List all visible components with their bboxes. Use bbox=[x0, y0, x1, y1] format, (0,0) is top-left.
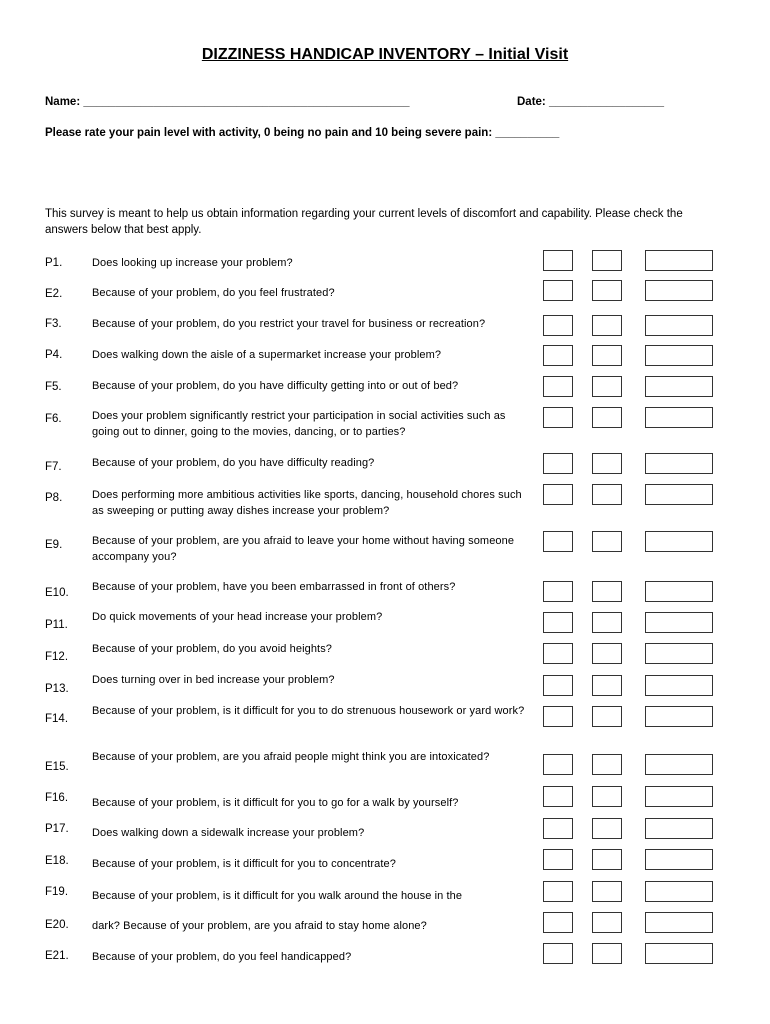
question-code: E18. bbox=[45, 855, 69, 867]
answer-box-1[interactable] bbox=[543, 943, 573, 964]
answer-box-3[interactable] bbox=[645, 675, 713, 696]
answer-box-2[interactable] bbox=[592, 345, 622, 366]
answer-box-2[interactable] bbox=[592, 581, 622, 602]
answer-box-1[interactable] bbox=[543, 280, 573, 301]
question-text: Do quick movements of your head increase your problem? bbox=[92, 611, 383, 623]
answer-box-2[interactable] bbox=[592, 612, 622, 633]
date-field[interactable]: Date: __________________ bbox=[517, 96, 665, 108]
answer-box-3[interactable] bbox=[645, 345, 713, 366]
question-code: P17. bbox=[45, 823, 69, 835]
answer-box-2[interactable] bbox=[592, 675, 622, 696]
answer-box-3[interactable] bbox=[645, 943, 713, 964]
answer-box-2[interactable] bbox=[592, 280, 622, 301]
form-title: DIZZINESS HANDICAP INVENTORY – Initial Visit bbox=[201, 46, 569, 63]
answer-box-3[interactable] bbox=[645, 786, 713, 807]
answer-box-1[interactable] bbox=[543, 912, 573, 933]
answer-box-2[interactable] bbox=[592, 250, 622, 271]
answer-box-2[interactable] bbox=[592, 407, 622, 428]
question-code: E15. bbox=[45, 761, 69, 773]
question-text: Because of your problem, do you avoid heights? bbox=[92, 643, 333, 655]
answer-box-2[interactable] bbox=[592, 912, 622, 933]
answer-box-3[interactable] bbox=[645, 531, 713, 552]
question-text: Does your problem significantly restrict your participation in social activities such as going out to dinner, going to the movies, dancing, or to parties? bbox=[92, 410, 506, 438]
answer-box-3[interactable] bbox=[645, 280, 713, 301]
answer-box-2[interactable] bbox=[592, 943, 622, 964]
answer-box-3[interactable] bbox=[645, 315, 713, 336]
question-code: F3. bbox=[45, 318, 62, 330]
question-code: E2. bbox=[45, 288, 63, 300]
answer-box-3[interactable] bbox=[645, 376, 713, 397]
question-text: dark? Because of your problem, are you afraid to stay home alone? bbox=[92, 920, 427, 932]
answer-box-1[interactable] bbox=[543, 706, 573, 727]
question-text: Does walking down the aisle of a supermarket increase your problem? bbox=[92, 349, 442, 361]
answer-box-1[interactable] bbox=[543, 675, 573, 696]
question-code: F7. bbox=[45, 461, 62, 473]
question-text: Because of your problem, is it difficult for you to do strenuous housework or yard work? bbox=[92, 705, 525, 717]
question-code: P11. bbox=[45, 619, 68, 631]
question-code: F12. bbox=[45, 651, 69, 663]
question-text: Because of your problem, do you restrict your travel for business or recreation? bbox=[92, 318, 486, 330]
question-code: E9. bbox=[45, 539, 63, 551]
question-text: Because of your problem, do you feel handicapped? bbox=[92, 951, 352, 963]
answer-box-2[interactable] bbox=[592, 849, 622, 870]
answer-box-2[interactable] bbox=[592, 376, 622, 397]
answer-box-1[interactable] bbox=[543, 612, 573, 633]
question-text: Because of your problem, is it difficult for you walk around the house in the bbox=[92, 890, 463, 902]
answer-box-1[interactable] bbox=[543, 849, 573, 870]
answer-box-2[interactable] bbox=[592, 643, 622, 664]
question-code: F19. bbox=[45, 886, 69, 898]
answer-box-3[interactable] bbox=[645, 250, 713, 271]
question-text: Does looking up increase your problem? bbox=[92, 257, 293, 269]
question-code: E21. bbox=[45, 950, 69, 962]
question-text: Because of your problem, are you afraid people might think you are intoxicated? bbox=[92, 751, 490, 763]
answer-box-2[interactable] bbox=[592, 754, 622, 775]
question-code: F5. bbox=[45, 381, 62, 393]
answer-box-1[interactable] bbox=[543, 484, 573, 505]
question-code: F14. bbox=[45, 713, 69, 725]
question-code: F16. bbox=[45, 792, 69, 804]
answer-box-1[interactable] bbox=[543, 531, 573, 552]
answer-box-1[interactable] bbox=[543, 345, 573, 366]
answer-box-3[interactable] bbox=[645, 581, 713, 602]
answer-box-1[interactable] bbox=[543, 818, 573, 839]
question-text: Because of your problem, do you have difficulty reading? bbox=[92, 457, 375, 469]
answer-box-1[interactable] bbox=[543, 643, 573, 664]
question-text: Because of your problem, do you feel frustrated? bbox=[92, 287, 335, 299]
answer-box-3[interactable] bbox=[645, 706, 713, 727]
answer-box-3[interactable] bbox=[645, 849, 713, 870]
question-text: Does walking down a sidewalk increase your problem? bbox=[92, 827, 365, 839]
answer-box-3[interactable] bbox=[645, 612, 713, 633]
answer-box-2[interactable] bbox=[592, 315, 622, 336]
question-text: Because of your problem, is it difficult for you to concentrate? bbox=[92, 858, 396, 870]
question-code: F6. bbox=[45, 413, 62, 425]
answer-box-1[interactable] bbox=[543, 754, 573, 775]
question-text: Because of your problem, have you been embarrassed in front of others? bbox=[92, 581, 456, 593]
answer-box-1[interactable] bbox=[543, 250, 573, 271]
survey-intro: This survey is meant to help us obtain information regarding your current levels of discomfort and capability. Please check the answers below that best apply. bbox=[45, 208, 683, 236]
question-code: P4. bbox=[45, 349, 63, 361]
answer-box-2[interactable] bbox=[592, 818, 622, 839]
question-text: Because of your problem, do you have difficulty getting into or out of bed? bbox=[92, 380, 459, 392]
answer-box-3[interactable] bbox=[645, 407, 713, 428]
answer-box-2[interactable] bbox=[592, 453, 622, 474]
answer-box-2[interactable] bbox=[592, 881, 622, 902]
question-code: P1. bbox=[45, 257, 63, 269]
question-code: P8. bbox=[45, 492, 63, 504]
answer-box-1[interactable] bbox=[543, 315, 573, 336]
answer-box-3[interactable] bbox=[645, 912, 713, 933]
question-code: E20. bbox=[45, 919, 69, 931]
answer-box-1[interactable] bbox=[543, 407, 573, 428]
question-text: Because of your problem, are you afraid to leave your home without having someone accompany you? bbox=[92, 535, 515, 563]
answer-box-3[interactable] bbox=[645, 484, 713, 505]
answer-box-2[interactable] bbox=[592, 531, 622, 552]
answer-box-3[interactable] bbox=[645, 818, 713, 839]
question-code: P13. bbox=[45, 683, 69, 695]
answer-box-2[interactable] bbox=[592, 484, 622, 505]
answer-box-1[interactable] bbox=[543, 376, 573, 397]
answer-box-1[interactable] bbox=[543, 581, 573, 602]
answer-box-1[interactable] bbox=[543, 881, 573, 902]
answer-box-3[interactable] bbox=[645, 754, 713, 775]
answer-box-1[interactable] bbox=[543, 453, 573, 474]
pain-rating-field[interactable]: Please rate your pain level with activity, 0 being no pain and 10 being severe pain: __________ bbox=[45, 127, 560, 139]
answer-box-1[interactable] bbox=[543, 786, 573, 807]
question-text: Does performing more ambitious activities like sports, dancing, household chores such as sweeping or putting away dishes increase your problem? bbox=[92, 489, 522, 517]
name-field[interactable]: Name: ___________________________________________________ bbox=[45, 96, 410, 108]
question-text: Does turning over in bed increase your problem? bbox=[92, 674, 335, 686]
answer-box-3[interactable] bbox=[645, 453, 713, 474]
answer-box-3[interactable] bbox=[645, 643, 713, 664]
question-text: Because of your problem, is it difficult for you to go for a walk by yourself? bbox=[92, 797, 459, 809]
answer-box-2[interactable] bbox=[592, 786, 622, 807]
answer-box-3[interactable] bbox=[645, 881, 713, 902]
answer-box-2[interactable] bbox=[592, 706, 622, 727]
question-code: E10. bbox=[45, 587, 69, 599]
